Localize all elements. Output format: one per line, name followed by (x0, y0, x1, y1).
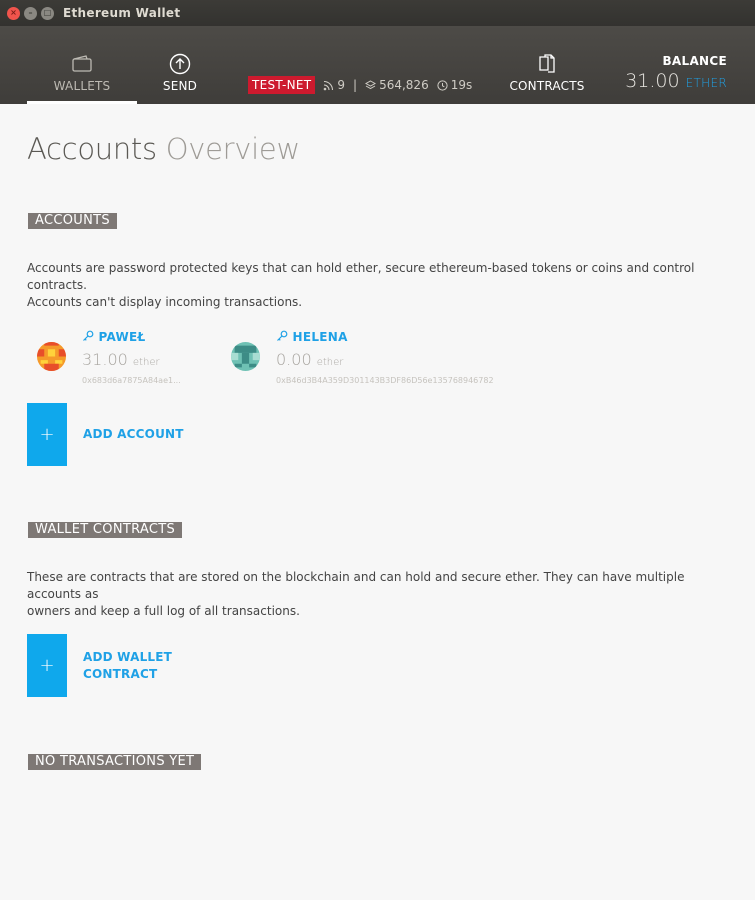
balance-value: 31.00 (625, 70, 680, 92)
account-address: 0x683d6a7875A84ae1... (82, 376, 181, 385)
balance-amount (625, 70, 727, 92)
balance-label: BALANCE (662, 54, 727, 68)
identicon-avatar (37, 342, 66, 371)
testnet-badge: TEST-NET (248, 76, 315, 94)
accounts-section-heading: ACCOUNTS (28, 213, 117, 229)
tab-contracts[interactable] (505, 26, 589, 104)
accounts-description: Accounts are password protected keys that can hold ether, secure ethereum-based tokens or coins and control contracts. Accounts can't display incoming transactions. (27, 261, 695, 309)
maximize-icon[interactable]: □ (41, 7, 54, 20)
account-card-helena[interactable] (231, 330, 521, 390)
active-tab-indicator (27, 101, 137, 104)
account-address: 0xB46d3B4A359D301143B3DF86D56e135768946782 (276, 376, 494, 385)
balance-unit: ETHER (685, 76, 727, 90)
page-title-strong: Accounts (27, 132, 157, 166)
wallet-contracts-section-heading: WALLET CONTRACTS (28, 522, 182, 538)
window-titlebar (0, 0, 755, 26)
plus-icon: + (27, 634, 67, 697)
tab-wallets[interactable] (27, 26, 137, 104)
tab-wallets-label: WALLETS (53, 79, 111, 93)
account-balance: 31.00 ether (82, 350, 160, 369)
network-separator: | (353, 78, 358, 92)
signal-icon (323, 80, 334, 91)
account-card-pawel[interactable] (37, 330, 217, 390)
add-wallet-contract-button[interactable] (27, 634, 172, 697)
account-name[interactable]: PAWEŁ (82, 330, 146, 344)
window-controls (7, 7, 54, 20)
balance-display (625, 54, 727, 92)
plus-icon: + (27, 403, 67, 466)
time-value: 19s (450, 78, 473, 92)
peers-count (323, 78, 345, 92)
window-title: Ethereum Wallet (63, 6, 181, 20)
contracts-icon (536, 53, 558, 75)
add-wallet-contract-label: ADD WALLET CONTRACT (83, 649, 173, 681)
block-value: 564,826 (379, 78, 429, 92)
layers-icon (365, 80, 376, 91)
arrow-up-circle-icon (169, 53, 191, 75)
network-status (248, 75, 472, 95)
tab-send-label: SEND (162, 79, 198, 93)
identicon-avatar (231, 342, 260, 371)
tab-contracts-label: CONTRACTS (509, 79, 585, 93)
wallet-contracts-description: These are contracts that are stored on the blockchain and can hold and secure ether. They can have multiple accounts as owners and keep a full log of all transactions. (27, 570, 685, 618)
account-name[interactable]: HELENA (276, 330, 348, 344)
page-title (27, 132, 300, 166)
key-icon (276, 330, 288, 342)
last-block-time (437, 78, 473, 92)
add-account-button[interactable] (27, 403, 184, 466)
peers-value: 9 (337, 78, 346, 92)
block-number (365, 78, 429, 92)
clock-icon (437, 80, 448, 91)
page-title-light: Overview (165, 132, 300, 166)
close-icon[interactable]: × (7, 7, 20, 20)
app-header (0, 26, 755, 104)
minimize-icon[interactable]: – (24, 7, 37, 20)
wallet-icon (71, 53, 93, 75)
key-icon (82, 330, 94, 342)
tab-send[interactable] (150, 26, 210, 104)
transactions-section-heading: NO TRANSACTIONS YET (28, 754, 201, 770)
add-account-label: ADD ACCOUNT (83, 427, 184, 441)
account-balance: 0.00 ether (276, 350, 344, 369)
